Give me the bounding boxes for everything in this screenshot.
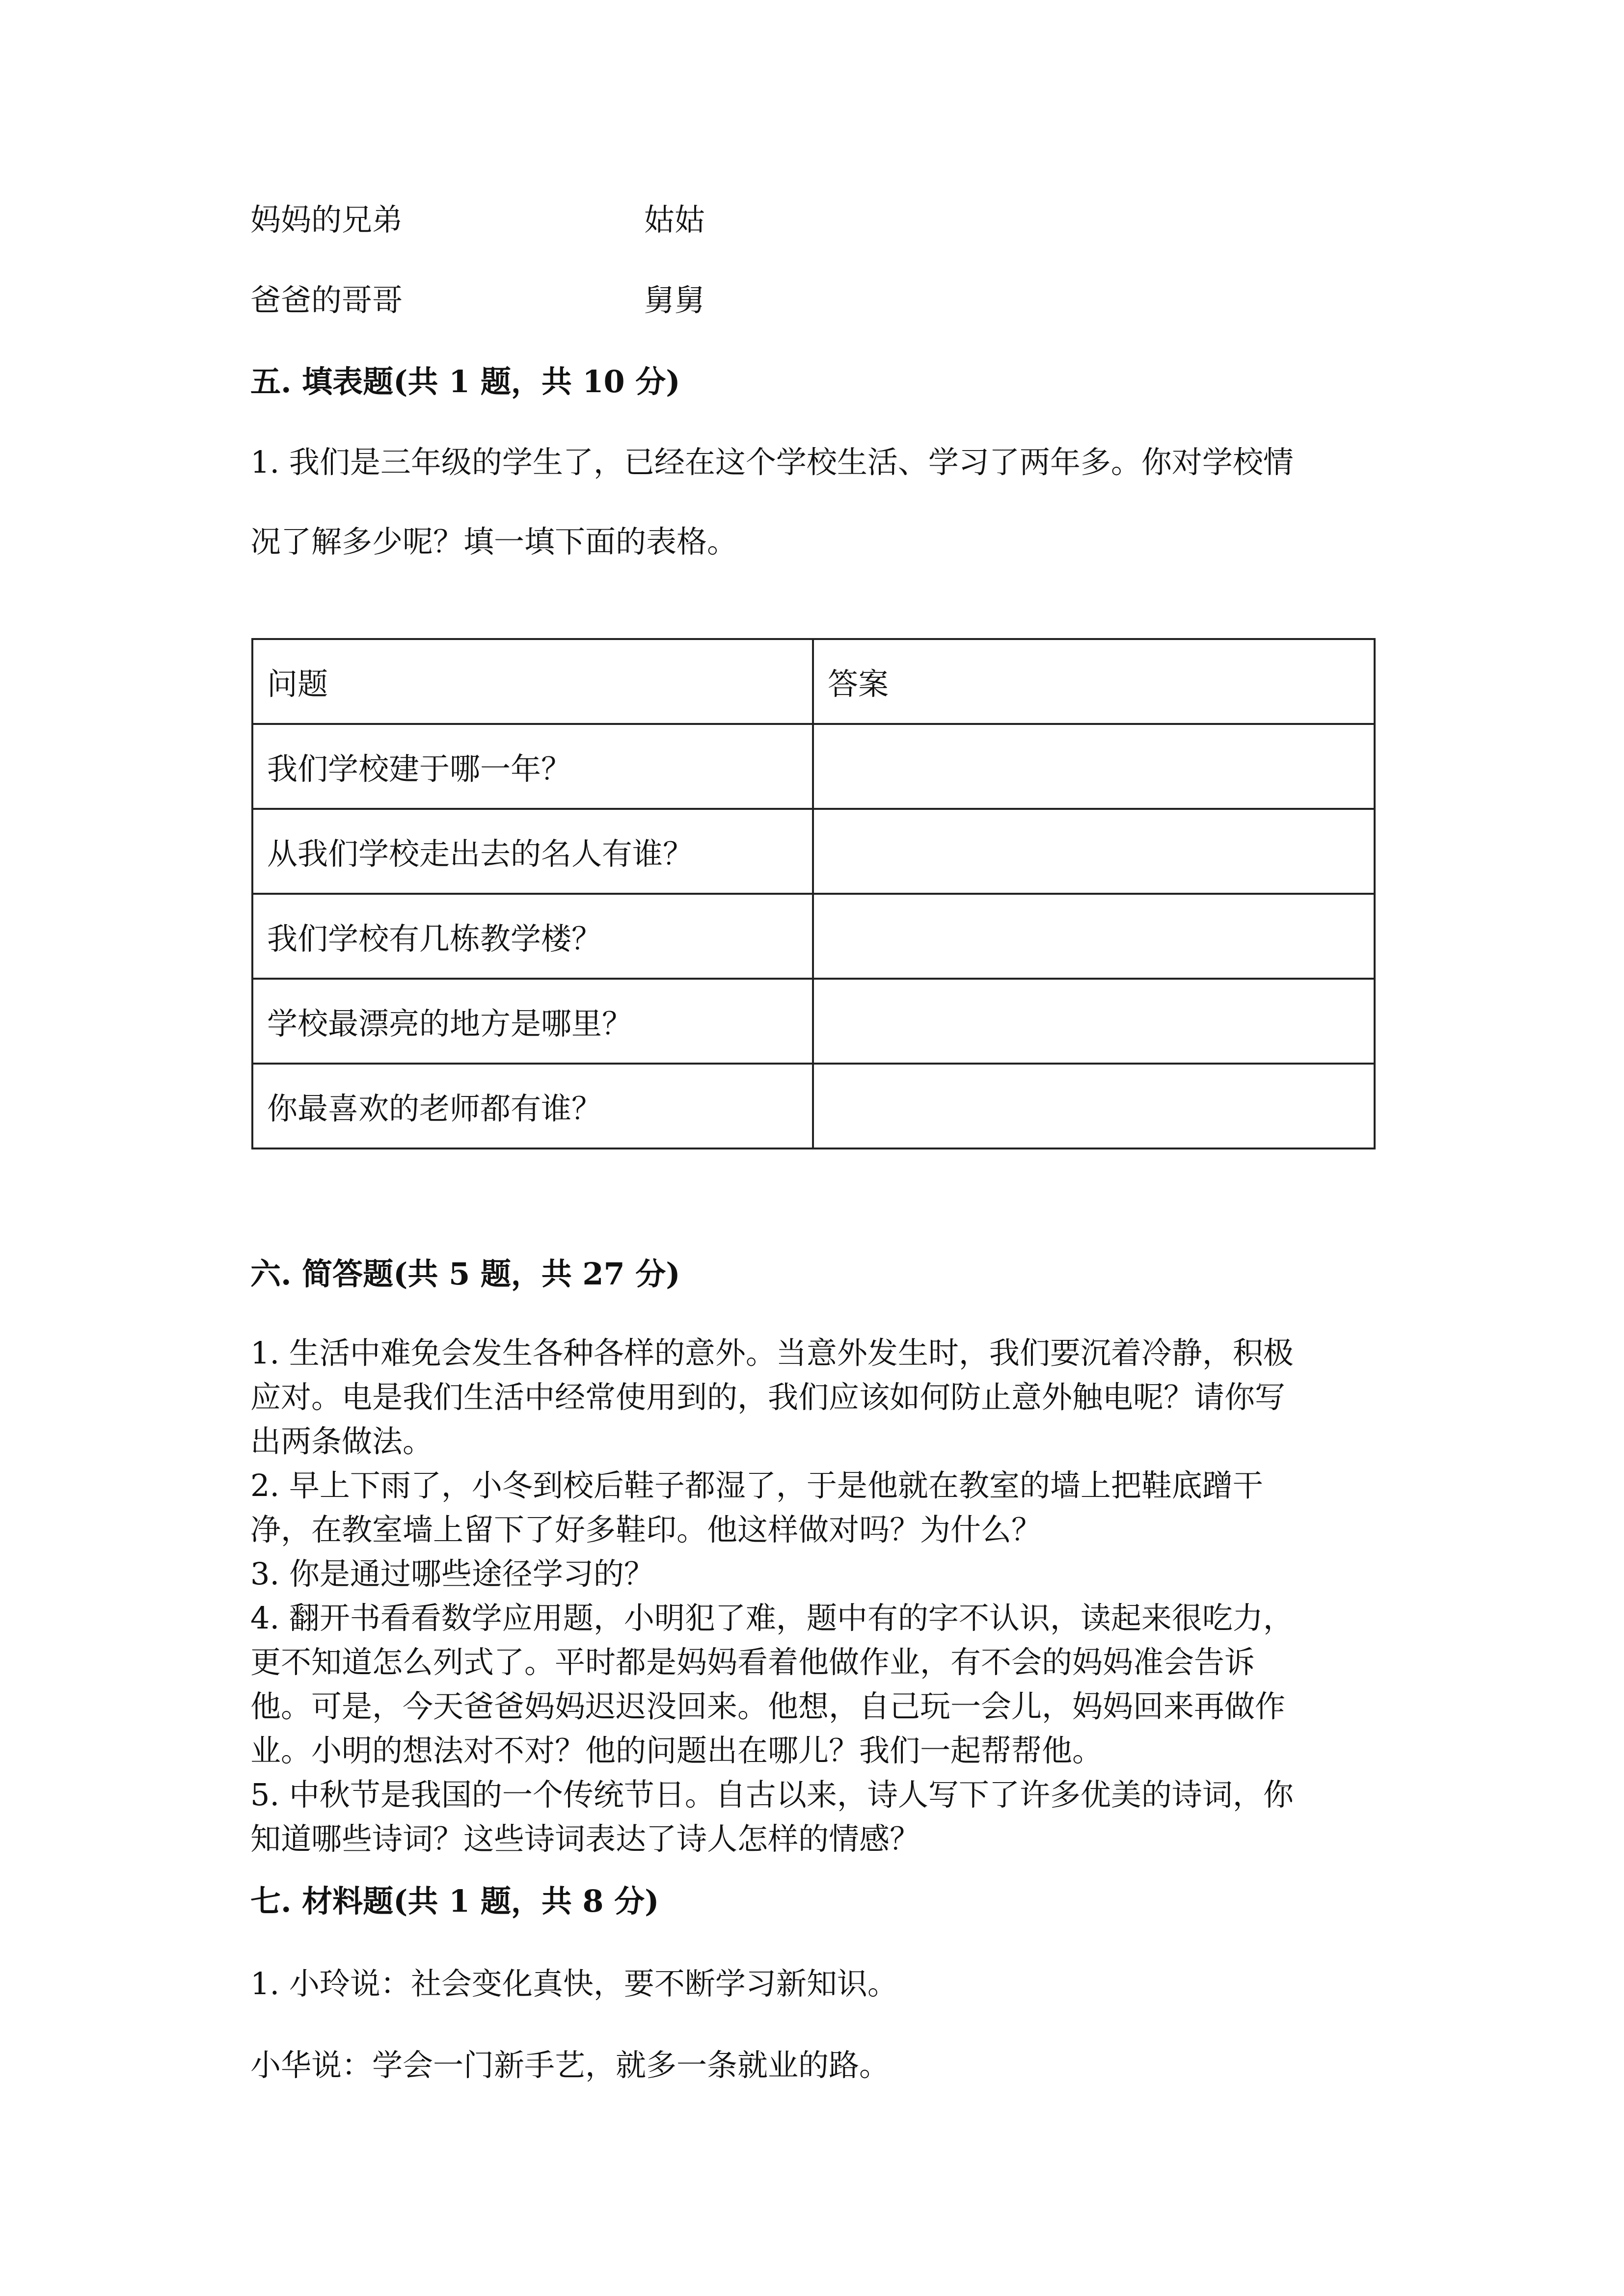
section-7-material-line-2: 小华说：学会一门新手艺，就多一条就业的路。 <box>250 2047 890 2083</box>
table-answer-cell[interactable] <box>813 1064 1375 1148</box>
question-line: 应对。电是我们生活中经常使用到的，我们应该如何防止意外触电呢？请你写 <box>250 1379 1286 1415</box>
table-row <box>252 1064 1375 1148</box>
section-7-title: 七. 材料题(共 1 题，共 8 分) <box>250 1883 659 1919</box>
table-question-cell: 我们学校建于哪一年？ <box>252 724 813 809</box>
question-line: 业。小明的想法对不对？他的问题出在哪儿？我们一起帮帮他。 <box>250 1733 1103 1768</box>
table-row <box>252 724 1375 809</box>
table-answer-cell[interactable] <box>813 894 1375 979</box>
question-line: 1. 生活中难免会发生各种各样的意外。当意外发生时，我们要沉着冷静，积极 <box>250 1335 1294 1371</box>
question-line: 知道哪些诗词？这些诗词表达了诗人怎样的情感？ <box>250 1821 920 1857</box>
table-header-row <box>252 639 1375 724</box>
question-line: 出两条做法。 <box>250 1423 433 1459</box>
section-5-title: 五. 填表题(共 1 题，共 10 分) <box>250 364 680 400</box>
section-6-questions <box>250 1331 1375 1861</box>
table-answer-cell[interactable] <box>813 809 1375 894</box>
question-line: 更不知道怎么列式了。平时都是妈妈看着他做作业，有不会的妈妈准会告诉 <box>250 1644 1255 1680</box>
table-row <box>252 979 1375 1064</box>
question-line: 4. 翻开书看看数学应用题，小明犯了难，题中有的字不认识，读起来很吃力， <box>250 1600 1294 1636</box>
table-question-cell: 我们学校有几栋教学楼？ <box>252 894 813 979</box>
match-right-1: 姑姑 <box>644 202 705 238</box>
section-6-title: 六. 简答题(共 5 题，共 27 分) <box>250 1256 680 1292</box>
table-question-cell: 从我们学校走出去的名人有谁？ <box>252 809 813 894</box>
question-line: 3. 你是通过哪些途径学习的？ <box>250 1556 654 1592</box>
match-left-1: 妈妈的兄弟 <box>250 202 403 238</box>
table-question-cell: 学校最漂亮的地方是哪里？ <box>252 979 813 1064</box>
table-header-question: 问题 <box>252 639 813 724</box>
section-7-material-line-1: 1. 小玲说：社会变化真快，要不断学习新知识。 <box>250 1966 898 2002</box>
question-line: 净，在教室墙上留下了好多鞋印。他这样做对吗？为什么？ <box>250 1512 1042 1548</box>
question-line: 他。可是，今天爸爸妈妈迟迟没回来。他想，自己玩一会儿，妈妈回来再做作 <box>250 1688 1286 1724</box>
section-5-question-line-1: 1. 我们是三年级的学生了，已经在这个学校生活、学习了两年多。你对学校情 <box>250 444 1294 480</box>
match-right-2: 舅舅 <box>644 282 705 318</box>
table-answer-cell[interactable] <box>813 724 1375 809</box>
table-row <box>252 894 1375 979</box>
question-line: 2. 早上下雨了，小冬到校后鞋子都湿了，于是他就在教室的墙上把鞋底蹭干 <box>250 1468 1263 1503</box>
table-row <box>252 809 1375 894</box>
table-answer-cell[interactable] <box>813 979 1375 1064</box>
question-line: 5. 中秋节是我国的一个传统节日。自古以来，诗人写下了许多优美的诗词，你 <box>250 1777 1294 1813</box>
table-header-answer: 答案 <box>813 639 1375 724</box>
match-left-2: 爸爸的哥哥 <box>250 282 403 318</box>
table-question-cell: 你最喜欢的老师都有谁？ <box>252 1064 813 1148</box>
school-info-table <box>251 638 1376 1149</box>
section-5-question-line-2: 况了解多少呢？填一填下面的表格。 <box>250 524 738 560</box>
